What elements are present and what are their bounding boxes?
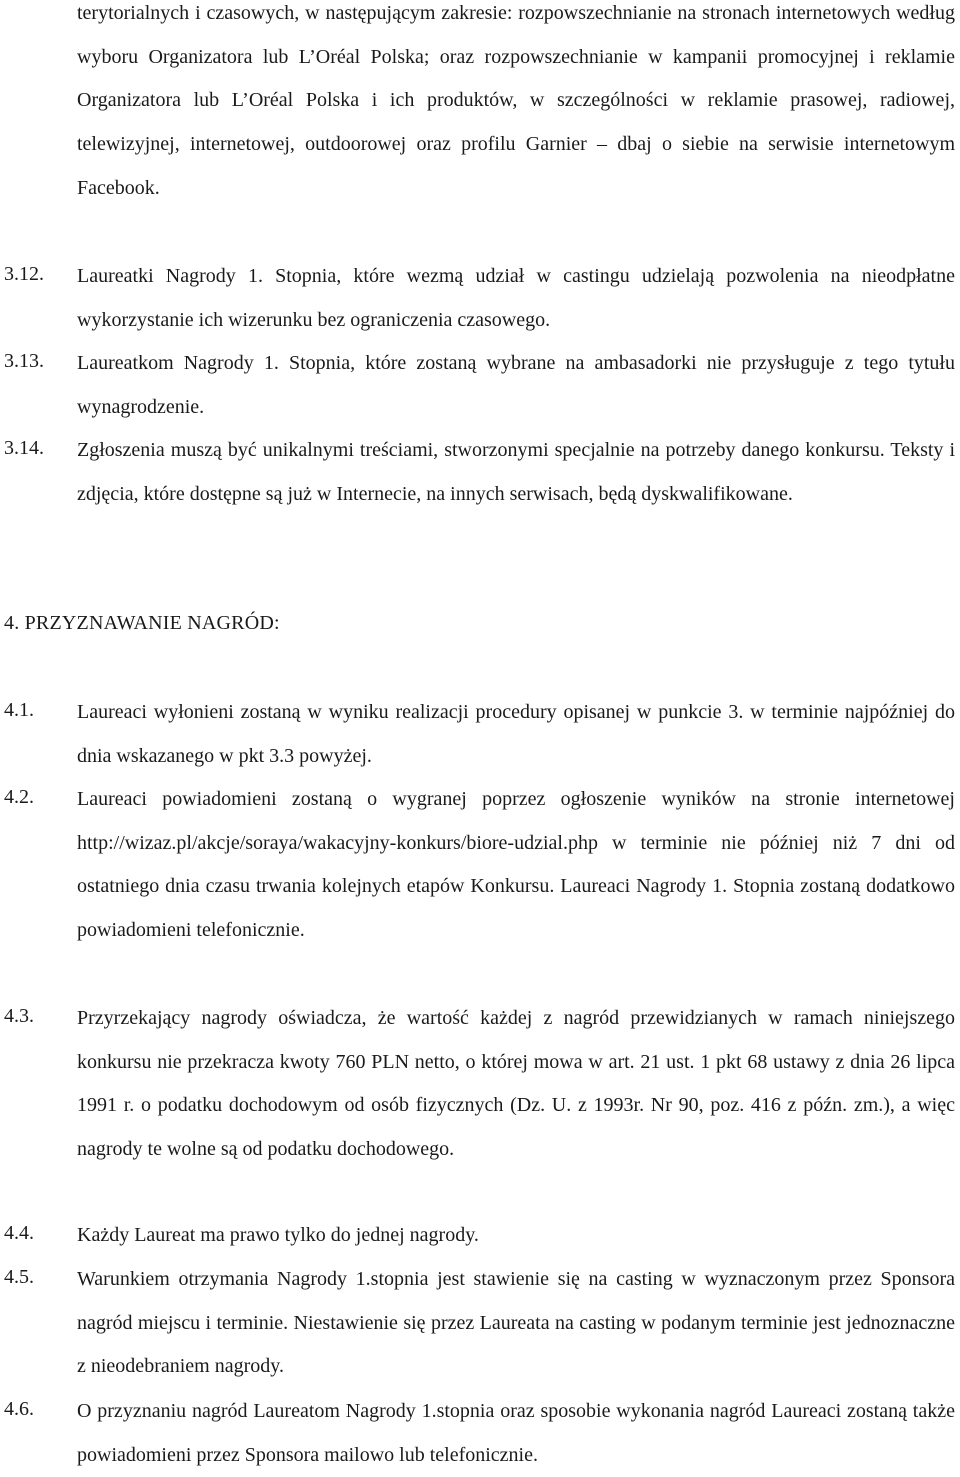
item-number: 3.13. <box>4 350 44 372</box>
item-text: Laureaci wyłonieni zostaną w wyniku realizacji procedury opisanej w punkcie 3. w terminie najpóźniej do dnia wskazanego w pkt 3.3 powyżej. <box>77 701 955 767</box>
item-number: 4.3. <box>4 1005 34 1027</box>
item-number: 4.5. <box>4 1266 34 1288</box>
section-heading: 4. PRZYZNAWANIE NAGRÓD: <box>4 612 280 634</box>
item-text: Przyrzekający nagrody oświadcza, że wartość każdej z nagród przewidzianych w ramach niniejszego konkursu nie przekracza kwoty 760 PLN netto, o której mowa w art. 21 ust. 1 pkt 68 ustawy z dnia 26 lipca 1991 r. o podatku dochodowym od osób fizycznych (Dz. U. z 1993r. Nr 90, poz. 416 z późn. zm.), a więc nagrody te wolne są od podatku dochodowego. <box>77 1007 955 1161</box>
item-number: 4.1. <box>4 699 34 721</box>
item-number: 3.12. <box>4 263 44 285</box>
item-text: Zgłoszenia muszą być unikalnymi treściami, stworzonymi specjalnie na potrzeby danego konkursu. Teksty i zdjęcia, które dostępne są już w Internecie, na innych serwisach, będą dyskwalifikowane. <box>77 439 955 505</box>
item-number: 4.6. <box>4 1398 34 1420</box>
item-text: Laureaci powiadomieni zostaną o wygranej poprzez ogłoszenie wyników na stronie internetowej http://wizaz.pl/akcje/soraya/wakacyjny-konkurs/biore-udzial.php w terminie nie później niż 7 dni od ostatniego dnia czasu trwania kolejnych etapów Konkursu. Laureaci Nagrody 1. Stopnia zostaną dodatkowo powiadomieni telefonicznie. <box>77 788 955 942</box>
item-number: 4.4. <box>4 1222 34 1244</box>
item-number: 4.2. <box>4 786 34 808</box>
item-text: Laureatkom Nagrody 1. Stopnia, które zostaną wybrane na ambasadorki nie przysługuje z tego tytułu wynagrodzenie. <box>77 352 955 418</box>
item-text: Każdy Laureat ma prawo tylko do jednej nagrody. <box>77 1224 479 1246</box>
intro-paragraph: terytorialnych i czasowych, w następującym zakresie: rozpowszechnianie na stronach internetowych według wyboru Organizatora lub L’Oréal Polska; oraz rozpowszechnianie w kampanii promocyjnej i reklamie Organizatora lub L’Oréal Polska i ich produktów, w szczególności w reklamie prasowej, radiowej, telewizyjnej, internetowej, outdoorowej oraz profilu Garnier – dbaj o siebie na serwisie internetowym Facebook. <box>77 2 955 199</box>
item-text: Laureatki Nagrody 1. Stopnia, które wezmą udział w castingu udzielają pozwolenia na nieodpłatne wykorzystanie ich wizerunku bez ograniczenia czasowego. <box>77 265 955 331</box>
item-number: 3.14. <box>4 437 44 459</box>
item-text: Warunkiem otrzymania Nagrody 1.stopnia jest stawienie się na casting w wyznaczonym przez Sponsora nagród miejscu i terminie. Niestawienie się przez Laureata na casting w podanym terminie jest jednoznaczne z nieodebraniem nagrody. <box>77 1268 955 1378</box>
item-text: O przyznaniu nagród Laureatom Nagrody 1.stopnia oraz sposobie wykonania nagród Laureaci zostaną także powiadomieni przez Sponsora mailowo lub telefonicznie. <box>77 1400 955 1466</box>
